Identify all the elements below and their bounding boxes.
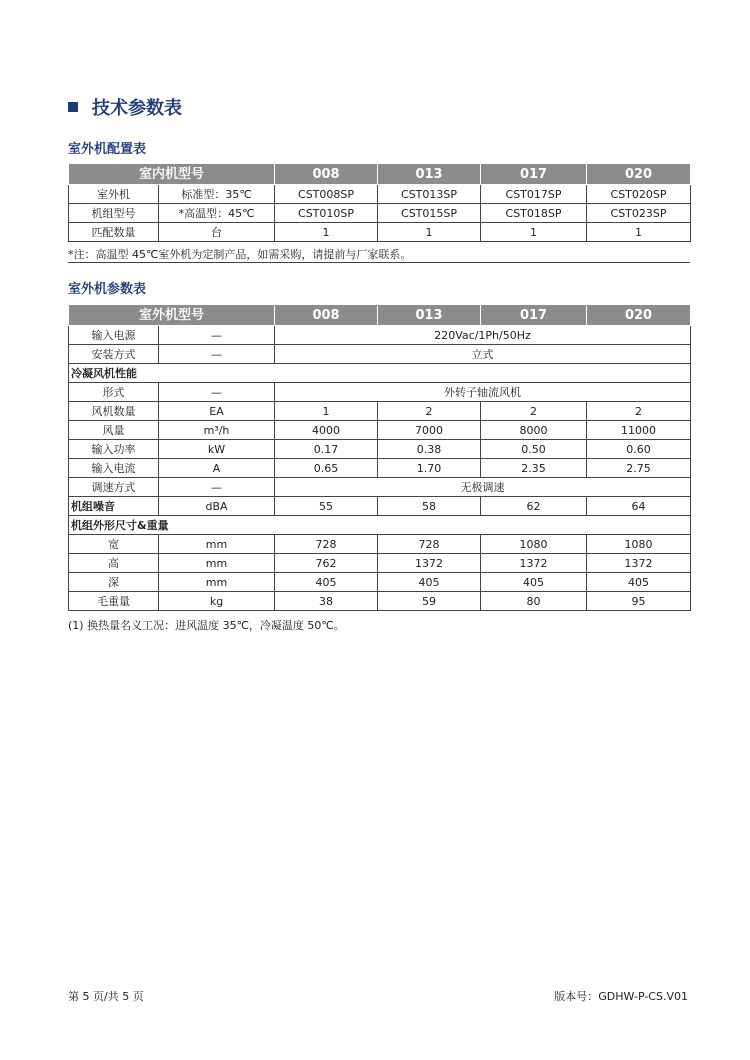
config-header-008: 008	[275, 164, 378, 185]
table-row	[69, 554, 691, 573]
table-cell: 8000	[481, 421, 587, 440]
param-header-008: 008	[275, 305, 378, 326]
row-unit: dBA	[159, 497, 275, 516]
row-unit: —	[159, 326, 275, 345]
section-label-fan: 冷凝风机性能	[69, 364, 691, 383]
table-cell: 0.65	[275, 459, 378, 478]
table-cell: CST020SP	[587, 185, 691, 204]
table-cell: CST015SP	[378, 204, 481, 223]
table-cell: 728	[275, 535, 378, 554]
section-row	[69, 364, 691, 383]
footer-page-number: 第 5 页/共 5 页	[68, 990, 144, 1003]
section-label-dimensions: 机组外形尺寸&重量	[69, 516, 691, 535]
table-cell: 2	[481, 402, 587, 421]
table-cell: 1080	[481, 535, 587, 554]
param-header-017: 017	[481, 305, 587, 326]
row-label: 高	[69, 554, 159, 573]
row-label: 风机数量	[69, 402, 159, 421]
config-header-020: 020	[587, 164, 691, 185]
table-row	[69, 497, 691, 516]
page-title	[68, 94, 182, 120]
table-cell: 1	[481, 223, 587, 242]
divider	[68, 262, 690, 263]
row-unit: mm	[159, 554, 275, 573]
table-cell: 64	[587, 497, 691, 516]
table-cell: 2	[378, 402, 481, 421]
row-unit: m³/h	[159, 421, 275, 440]
table-cell: 59	[378, 592, 481, 611]
table-cell: CST010SP	[275, 204, 378, 223]
table-cell: CST017SP	[481, 185, 587, 204]
table-cell: 58	[378, 497, 481, 516]
table-cell: 80	[481, 592, 587, 611]
row-unit: kg	[159, 592, 275, 611]
config-note: *注：高温型 45℃室外机为定制产品，如需采购，请提前与厂家联系。	[68, 248, 412, 261]
table-cell: 405	[275, 573, 378, 592]
table-row	[69, 592, 691, 611]
table-row	[69, 402, 691, 421]
table-cell: CST008SP	[275, 185, 378, 204]
config-header-017: 017	[481, 164, 587, 185]
table-cell: 1	[378, 223, 481, 242]
row-unit: mm	[159, 573, 275, 592]
table-cell: 1372	[481, 554, 587, 573]
row-label: 风量	[69, 421, 159, 440]
table-cell: CST018SP	[481, 204, 587, 223]
row-label: 输入电源	[69, 326, 159, 345]
table-cell: 0.50	[481, 440, 587, 459]
high-label: *高温型：45℃	[159, 204, 275, 223]
table-row	[69, 345, 691, 364]
table-cell: 55	[275, 497, 378, 516]
match-label: 匹配数量	[69, 223, 159, 242]
table-row	[69, 223, 691, 242]
section-row	[69, 516, 691, 535]
table-cell: 1372	[378, 554, 481, 573]
row-label: 安装方式	[69, 345, 159, 364]
param-note: (1) 换热量名义工况：进风温度 35℃，冷凝温度 50℃。	[68, 619, 345, 632]
param-header-model: 室外机型号	[69, 305, 275, 326]
row-label: 调速方式	[69, 478, 159, 497]
row-group-label: 机组型号	[69, 204, 159, 223]
table-row	[69, 185, 691, 204]
match-unit: 台	[159, 223, 275, 242]
table-cell: 0.38	[378, 440, 481, 459]
table-row	[69, 459, 691, 478]
row-label: 形式	[69, 383, 159, 402]
config-table-title: 室外机配置表	[68, 142, 147, 157]
row-label: 毛重量	[69, 592, 159, 611]
param-header-013: 013	[378, 305, 481, 326]
row-label: 深	[69, 573, 159, 592]
table-cell: 405	[378, 573, 481, 592]
table-cell: 220Vac/1Ph/50Hz	[275, 326, 691, 345]
table-cell: 2.75	[587, 459, 691, 478]
param-table-title: 室外机参数表	[68, 282, 147, 297]
table-cell: 728	[378, 535, 481, 554]
param-header-020: 020	[587, 305, 691, 326]
table-cell: 1	[275, 402, 378, 421]
table-row	[69, 204, 691, 223]
row-label: 输入电流	[69, 459, 159, 478]
table-cell: 立式	[275, 345, 691, 364]
table-cell: 762	[275, 554, 378, 573]
square-bullet-icon	[68, 102, 78, 112]
table-cell: 95	[587, 592, 691, 611]
table-cell: 62	[481, 497, 587, 516]
row-label: 宽	[69, 535, 159, 554]
config-header-013: 013	[378, 164, 481, 185]
table-row	[69, 326, 691, 345]
row-unit: kW	[159, 440, 275, 459]
row-unit: —	[159, 478, 275, 497]
row-unit: —	[159, 345, 275, 364]
table-cell: 1	[587, 223, 691, 242]
table-cell: 1.70	[378, 459, 481, 478]
table-cell: 2.35	[481, 459, 587, 478]
table-cell: 405	[587, 573, 691, 592]
table-row	[69, 478, 691, 497]
table-cell: 1	[275, 223, 378, 242]
table-cell: CST023SP	[587, 204, 691, 223]
row-label: 输入功率	[69, 440, 159, 459]
row-unit: EA	[159, 402, 275, 421]
config-table	[68, 163, 691, 242]
table-cell: 11000	[587, 421, 691, 440]
std-label: 标准型：35℃	[159, 185, 275, 204]
config-header-row	[69, 164, 691, 185]
table-cell: 38	[275, 592, 378, 611]
table-cell: CST013SP	[378, 185, 481, 204]
table-row	[69, 421, 691, 440]
footer-version: 版本号：GDHW-P-CS.V01	[554, 990, 688, 1003]
table-cell: 4000	[275, 421, 378, 440]
table-row	[69, 383, 691, 402]
row-unit: mm	[159, 535, 275, 554]
table-cell: 0.17	[275, 440, 378, 459]
table-row	[69, 440, 691, 459]
table-cell: 7000	[378, 421, 481, 440]
config-header-model: 室内机型号	[69, 164, 275, 185]
param-header-row	[69, 305, 691, 326]
table-cell: 2	[587, 402, 691, 421]
row-unit: —	[159, 383, 275, 402]
table-cell: 无极调速	[275, 478, 691, 497]
table-cell: 1080	[587, 535, 691, 554]
param-table	[68, 304, 691, 611]
table-cell: 外转子轴流风机	[275, 383, 691, 402]
row-group-label: 室外机	[69, 185, 159, 204]
row-label-bold: 机组噪音	[69, 497, 159, 516]
table-cell: 0.60	[587, 440, 691, 459]
table-row	[69, 573, 691, 592]
table-cell: 405	[481, 573, 587, 592]
table-cell: 1372	[587, 554, 691, 573]
table-row	[69, 535, 691, 554]
row-unit: A	[159, 459, 275, 478]
page-title-text: 技术参数表	[92, 98, 182, 119]
